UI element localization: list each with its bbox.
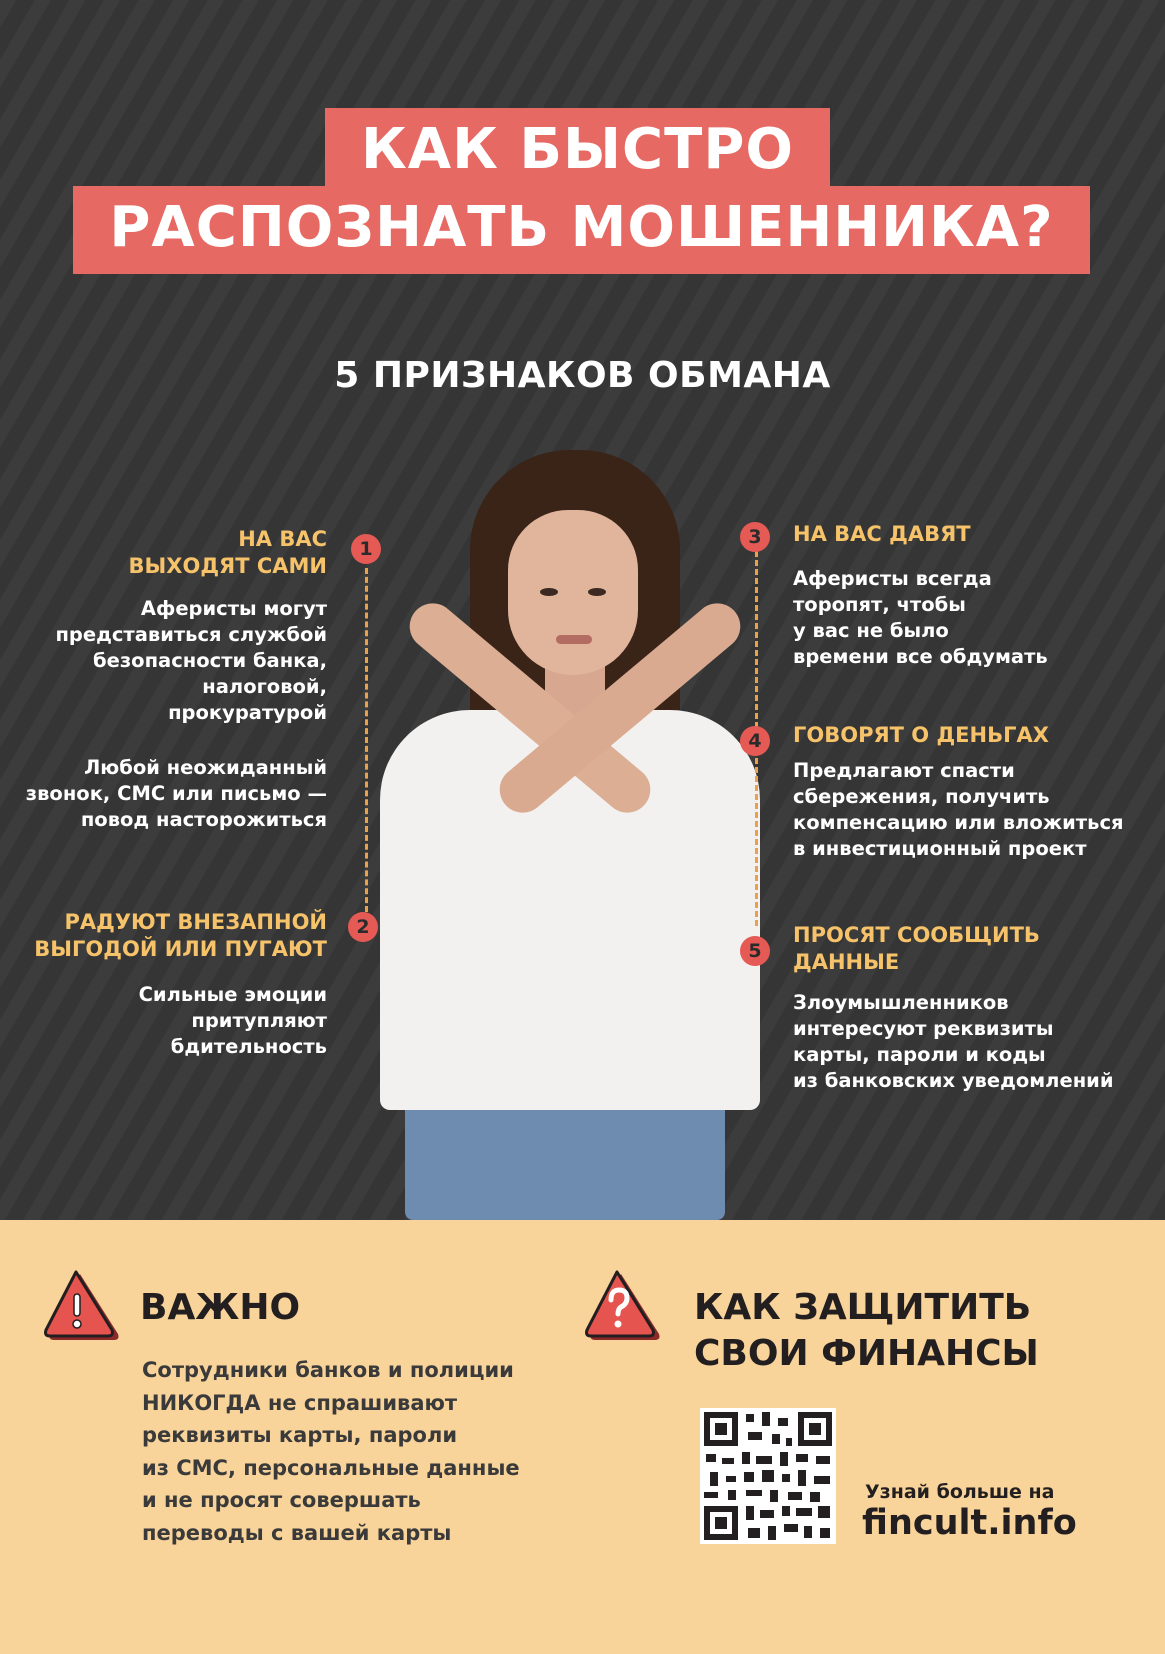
right-eye xyxy=(588,588,606,596)
title-line-2: РАСПОЗНАТЬ МОШЕННИКА? xyxy=(73,186,1090,274)
sign-4-text: Предлагают спасти сбережения, получить компенсацию или вложиться в инвестиционный проект xyxy=(793,759,1124,860)
face xyxy=(508,510,638,675)
important-text: Сотрудники банков и полиции НИКОГДА не спрашивают реквизиты карты, пароли из СМС, персональные данные и не просят совершать переводы с вашей карты xyxy=(142,1358,520,1545)
sign-3-number: 3 xyxy=(740,522,770,552)
sign-1-text: Аферисты могут представиться службой безопасности банка, налоговой, прокуратурой xyxy=(55,597,327,724)
learn-more-label: Узнай больше на xyxy=(865,1481,1055,1503)
sign-2-heading: РАДУЮТ ВНЕЗАПНОЙ ВЫГОДОЙ ИЛИ ПУГАЮТ xyxy=(34,910,327,961)
protect-heading: КАК ЗАЩИТИТЬ СВОИ ФИНАНСЫ xyxy=(694,1287,1039,1374)
site-link[interactable]: fincult.info xyxy=(862,1503,1077,1543)
qr-code[interactable] xyxy=(700,1408,836,1544)
sign-5-number: 5 xyxy=(740,936,770,966)
important-heading: ВАЖНО xyxy=(140,1287,301,1328)
sign-3-text: Аферисты всегда торопят, чтобы у вас не было времени все обдумать xyxy=(793,567,1048,668)
title-line-1: КАК БЫСТРО xyxy=(325,108,830,194)
sign-3-heading: НА ВАС ДАВЯТ xyxy=(793,522,971,546)
sign-1-heading: НА ВАС ВЫХОДЯТ САМИ xyxy=(128,527,327,578)
sign-1-number: 1 xyxy=(351,534,381,564)
sign-4-heading: ГОВОРЯТ О ДЕНЬГАХ xyxy=(793,723,1049,747)
timeline-left xyxy=(365,568,368,912)
subtitle: 5 ПРИЗНАКОВ ОБМАНА xyxy=(334,355,831,396)
lips xyxy=(556,635,592,644)
sign-5-heading: ПРОСЯТ СООБЩИТЬ ДАННЫЕ xyxy=(793,923,1040,974)
exclamation-warning-icon xyxy=(44,1268,124,1348)
left-eye xyxy=(540,588,558,596)
sign-1-text-2: Любой неожиданный звонок, СМС или письмо — повод насторожиться xyxy=(25,756,327,831)
question-warning-icon xyxy=(585,1268,665,1348)
sign-2-number: 2 xyxy=(348,912,378,942)
sign-2-text: Сильные эмоции притупляют бдительность xyxy=(138,983,327,1058)
sign-4-number: 4 xyxy=(740,726,770,756)
sign-5-text: Злоумышленников интересуют реквизиты карты, пароли и коды из банковских уведомлений xyxy=(793,991,1114,1092)
woman-photo xyxy=(360,440,780,1220)
